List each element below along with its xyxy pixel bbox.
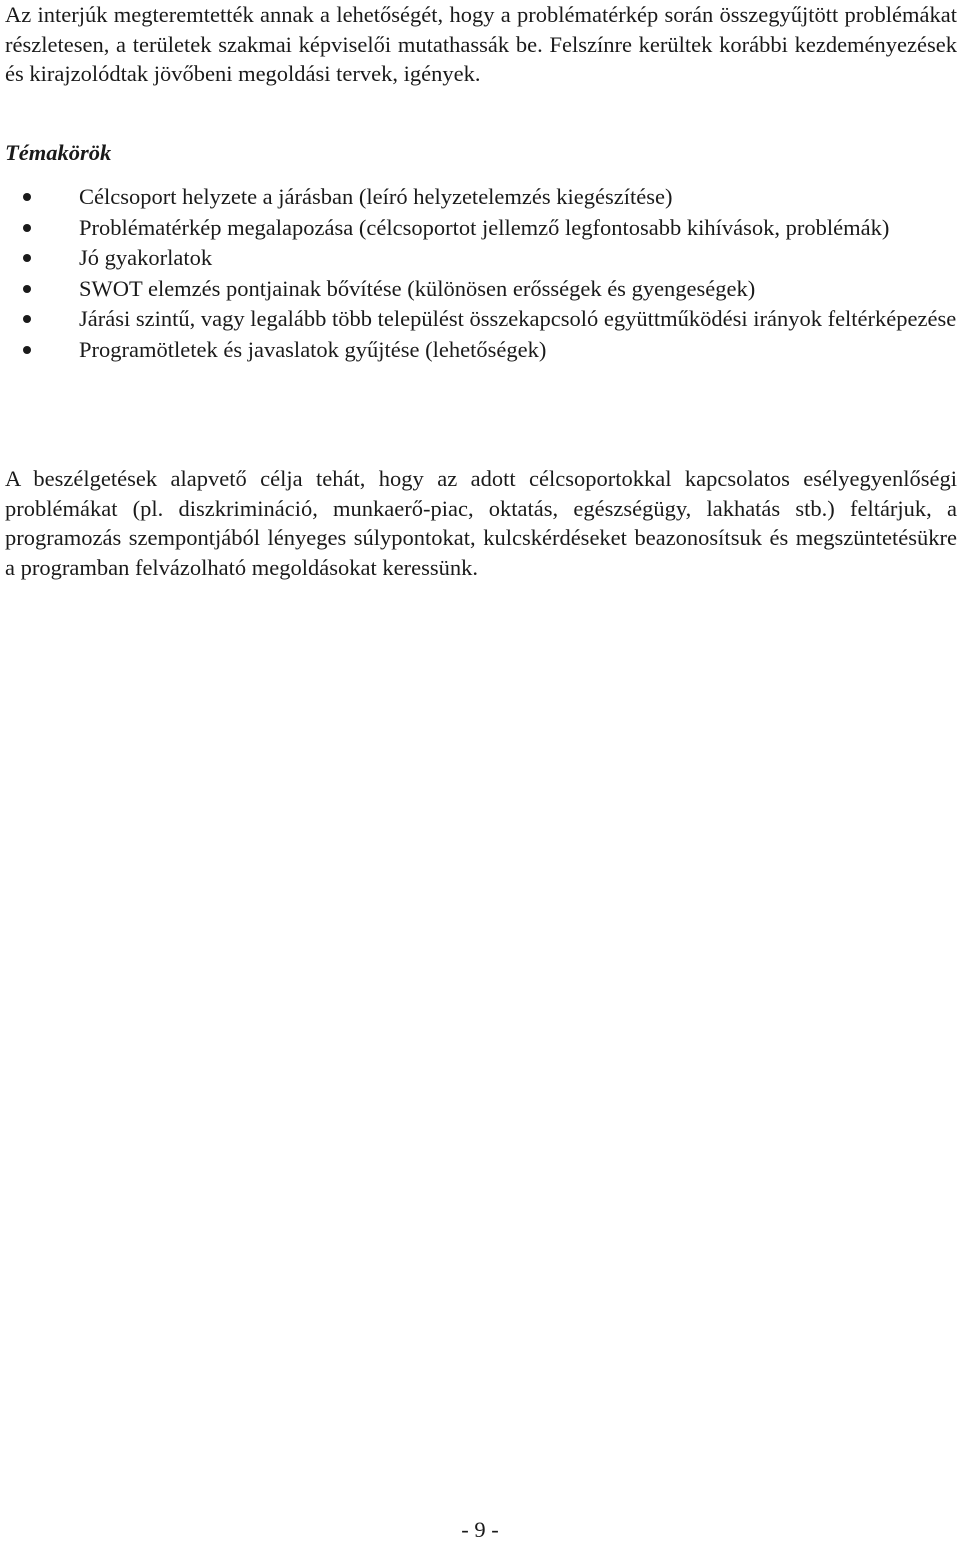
bullet-icon [23, 224, 31, 232]
topic-text: Célcsoport helyzete a járásban (leíró helyzetelemzés kiegészítése) [79, 184, 673, 209]
intro-paragraph: Az interjúk megteremtették annak a lehetőségét, hogy a problématérkép során összegyűjtött problémákat részletesen, a területek szakmai képviselői mutathassák be. Felszínre kerültek korábbi kezdeményezések és kirajzolódtak jövőbeni megoldási tervek, igények. [5, 2, 957, 86]
bullet-icon [23, 254, 31, 262]
topic-item [5, 274, 957, 304]
topic-text: Programötletek és javaslatok gyűjtése (lehetőségek) [79, 336, 547, 362]
page-number: - 9 - [461, 1517, 499, 1542]
topic-text: Járási szintű, vagy legalább több települést összekapcsoló együttműködési irányok feltérképezése [79, 306, 957, 331]
closing-paragraph: A beszélgetések alapvető célja tehát, hogy az adott célcsoportokkal kapcsolatos esélyegyenlőségi problémákat (pl. diszkrimináció, munkaerő-piac, oktatás, egészségügy, lakhatás stb.) feltárjuk, a programozás szempontjából lényeges súlypontokat, kulcskérdéseket beazonosítsuk és megszüntetésükre a programban felvázolható megoldásokat keressünk. [5, 466, 957, 580]
bullet-icon [23, 315, 31, 323]
topic-item [5, 243, 957, 273]
topic-text: SWOT elemzés pontjainak bővítése (különösen erősségek és gyengeségek) [79, 275, 756, 301]
bullet-icon [23, 193, 31, 201]
section-heading: Témakörök [5, 140, 112, 165]
topic-text: Jó gyakorlatok [79, 245, 213, 270]
topic-item [5, 182, 957, 212]
bullet-icon [23, 346, 31, 354]
topic-item [5, 335, 957, 365]
topic-item [5, 304, 957, 334]
topic-list [5, 182, 957, 365]
bullet-icon [23, 285, 31, 293]
topic-text: Problématérkép megalapozása (célcsoportot jellemző legfontosabb kihívások, problémák) [79, 214, 890, 240]
topic-item [5, 213, 957, 243]
